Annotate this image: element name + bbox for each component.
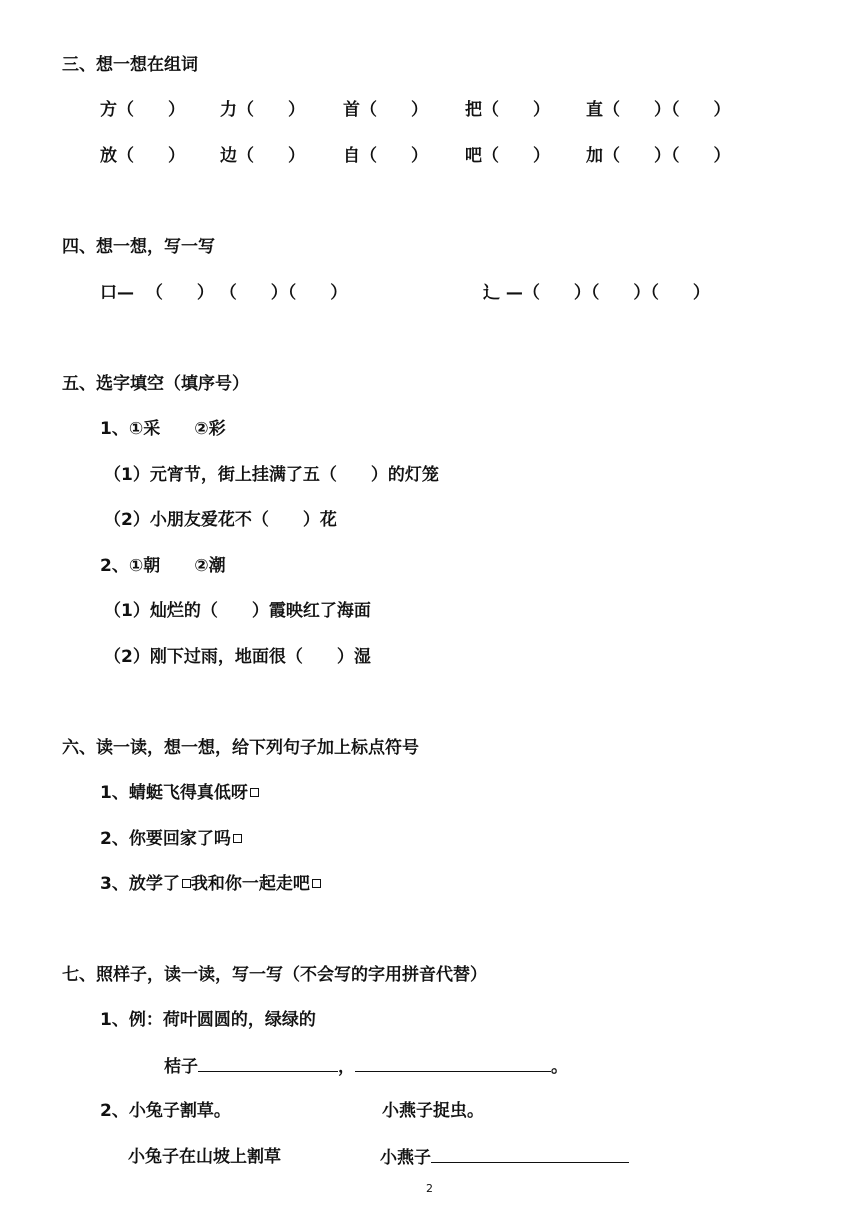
sec3-row1-item: 直（ ）（ ） — [586, 100, 731, 120]
sec5-q1-part1: （1）元宵节，街上挂满了五（ ）的灯笼 — [104, 465, 439, 485]
sec3-row1-item: 把（ ） — [465, 100, 550, 120]
section-4-title: 四、想一想，写一写 — [62, 237, 215, 257]
period: 。 — [551, 1057, 568, 1077]
sec7-question-2-left: 2、小兔子割草。 — [100, 1101, 231, 1121]
punctuation-box — [250, 788, 259, 797]
punctuation-box — [233, 834, 242, 843]
sec7-question-2-right: 小燕子捉虫。 — [382, 1101, 484, 1121]
sec5-question-2: 2、①朝 ②潮 — [100, 556, 226, 576]
page-number: 2 — [426, 1182, 433, 1195]
sec7-example-1: 1、例：荷叶圆圆的，绿绿的 — [100, 1010, 316, 1030]
answer-prefix: 桔子 — [164, 1057, 198, 1077]
sentence-text: 我和你一起走吧 — [190, 874, 310, 894]
answer-blank[interactable] — [355, 1055, 551, 1072]
answer-blank[interactable] — [431, 1146, 629, 1163]
sec4-left-blanks: 口— （ ） （ ）（ ） — [100, 283, 348, 303]
sec5-q2-part1: （1）灿烂的（ ）霞映红了海面 — [104, 601, 371, 621]
sec3-row1-item: 首（ ） — [343, 100, 428, 120]
sentence-text: 2、你要回家了吗 — [100, 829, 231, 849]
sec3-row2-item: 放（ ） — [100, 146, 185, 166]
sec7-q1-answer-line — [164, 1055, 568, 1078]
sec3-row1-item: 力（ ） — [220, 100, 305, 120]
punctuation-box — [312, 879, 321, 888]
section-5-title: 五、选字填空（填序号） — [62, 374, 249, 394]
sec5-q2-part2: （2）刚下过雨，地面很（ ）湿 — [104, 647, 371, 667]
sec6-sentence-2 — [100, 828, 242, 850]
section-7-title: 七、照样子，读一读，写一写（不会写的字用拼音代替） — [62, 965, 487, 985]
punctuation-box — [182, 879, 191, 888]
sentence-text: 3、放学了 — [100, 874, 180, 894]
answer-prefix: 小燕子 — [380, 1148, 431, 1168]
sec5-q1-part2: （2）小朋友爱花不（ ）花 — [104, 510, 337, 530]
sec7-q2-answer-line — [380, 1146, 629, 1169]
sec3-row2-item: 吧（ ） — [465, 146, 550, 166]
section-6-title: 六、读一读，想一想，给下列句子加上标点符号 — [62, 738, 419, 758]
sec5-question-1: 1、①采 ②彩 — [100, 419, 226, 439]
sec3-row2-item: 边（ ） — [220, 146, 305, 166]
sec3-row1-item: 方（ ） — [100, 100, 185, 120]
sec6-sentence-1 — [100, 782, 259, 804]
comma: ， — [338, 1057, 355, 1077]
sec3-row2-item: 自（ ） — [343, 146, 428, 166]
sec4-right-blanks: 辶 —（ ）（ ）（ ） — [483, 283, 710, 303]
sec7-q2-example: 小兔子在山坡上割草 — [128, 1147, 281, 1167]
section-3-title: 三、想一想在组词 — [62, 55, 198, 75]
answer-blank[interactable] — [198, 1055, 338, 1072]
sec6-sentence-3 — [100, 873, 321, 895]
sentence-text: 1、蜻蜓飞得真低呀 — [100, 783, 248, 803]
sec3-row2-item: 加（ ）（ ） — [586, 146, 731, 166]
